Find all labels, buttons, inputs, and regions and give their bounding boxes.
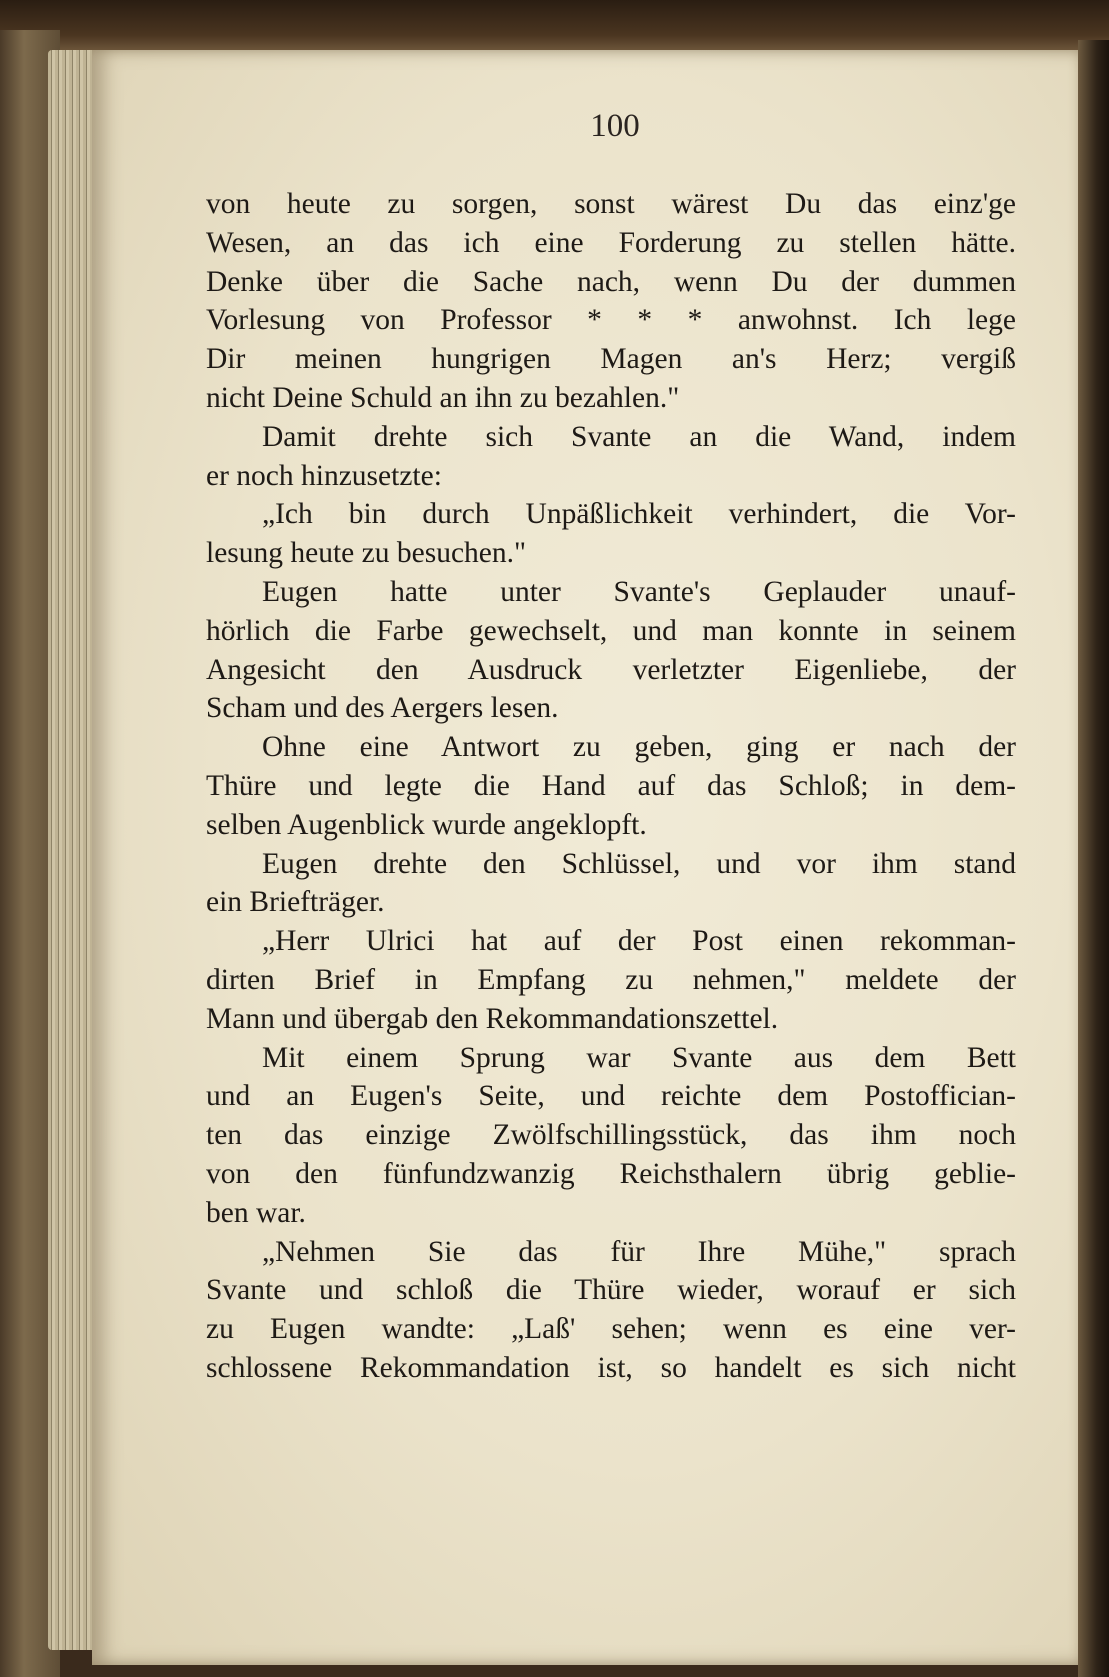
text-line: hörlich die Farbe gewechselt, und man konnte in seinem	[206, 614, 1016, 647]
text-line: von heute zu sorgen, sonst wärest Du das einz'ge	[206, 188, 1016, 220]
text-line: Scham und des Aergers lesen.	[206, 692, 559, 725]
text-line: nicht Deine Schuld an ihn zu bezahlen."	[206, 381, 680, 414]
page-stack-edge	[48, 50, 98, 1650]
text-line: lesung heute zu besuchen."	[206, 537, 527, 570]
text-line: er noch hinzusetzte:	[206, 459, 442, 492]
text-line: zu Eugen wandte: „Laß' sehen; wenn es eine ver-	[206, 1313, 1016, 1346]
page-number: 100	[590, 108, 640, 144]
text-line: ten das einzige Zwölfschillingsstück, das ihm noch	[206, 1119, 1016, 1152]
book-top-edge	[0, 0, 1109, 50]
text-line: schlossene Rekommandation ist, so handelt es sich nicht	[206, 1351, 1016, 1384]
text-line: und an Eugen's Seite, und reichte dem Postoffician-	[206, 1080, 1016, 1113]
text-line: Damit drehte sich Svante an die Wand, indem	[262, 420, 1016, 453]
text-line: dirten Brief in Empfang zu nehmen," meldete der	[206, 963, 1016, 996]
text-line: ben war.	[206, 1196, 306, 1229]
text-line: Mit einem Sprung war Svante aus dem Bett	[262, 1041, 1016, 1074]
body-text	[206, 185, 1016, 1388]
text-line: ein Briefträger.	[206, 886, 385, 919]
book-right-edge	[1078, 40, 1109, 1677]
text-line: „Herr Ulrici hat auf der Post einen rekomman-	[262, 925, 1016, 958]
text-line: Denke über die Sache nach, wenn Du der dummen	[206, 265, 1016, 298]
text-line: selben Augenblick wurde angeklopft.	[206, 808, 647, 841]
text-line: „Nehmen Sie das für Ihre Mühe," sprach	[262, 1235, 1016, 1268]
text-line: Wesen, an das ich eine Forderung zu stellen hätte.	[206, 226, 1016, 259]
text-line: Ohne eine Antwort zu geben, ging er nach der	[262, 731, 1016, 764]
text-line: Eugen hatte unter Svante's Geplauder unauf-	[262, 575, 1016, 608]
text-line: Mann und übergab den Rekommandationszettel.	[206, 1002, 779, 1035]
text-line: Dir meinen hungrigen Magen an's Herz; vergiß	[206, 343, 1016, 376]
text-line: Svante und schloß die Thüre wieder, worauf er sich	[206, 1274, 1016, 1307]
text-line: Vorlesung von Professor * * * anwohnst. Ich lege	[206, 304, 1016, 337]
text-line: „Ich bin durch Unpäßlichkeit verhindert, die Vor-	[262, 498, 1016, 531]
text-line: Eugen drehte den Schlüssel, und vor ihm stand	[262, 847, 1016, 880]
text-line: Thüre und legte die Hand auf das Schloß; in dem-	[206, 769, 1016, 802]
text-line: Angesicht den Ausdruck verletzter Eigenliebe, der	[206, 653, 1016, 686]
text-line: von den fünfundzwanzig Reichsthalern übrig geblie-	[206, 1157, 1016, 1190]
